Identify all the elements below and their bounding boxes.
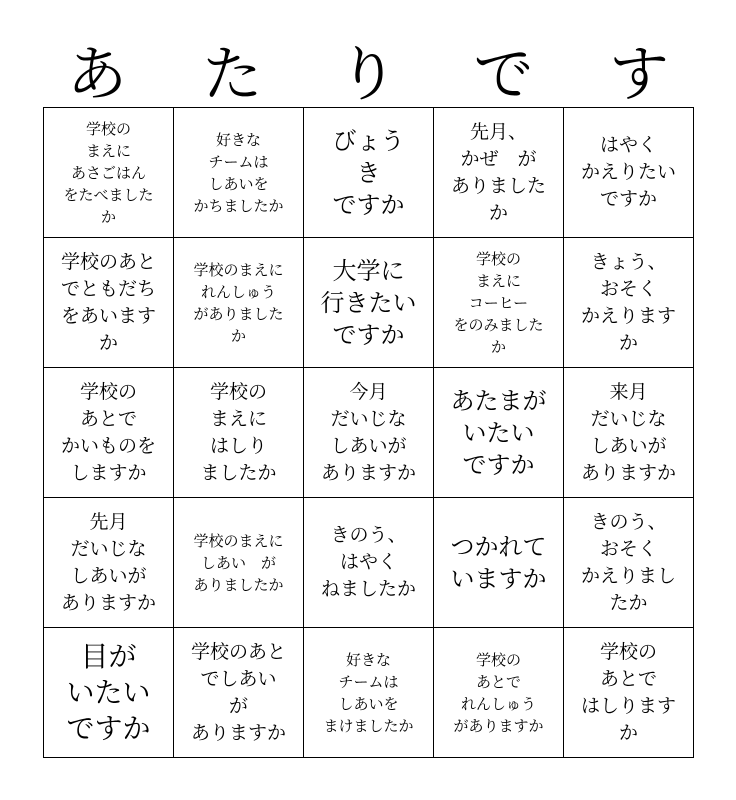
bingo-cell[interactable]: 大学に 行きたい ですか — [304, 238, 434, 368]
bingo-cell[interactable]: 学校の あとで はしります か — [564, 628, 694, 758]
bingo-cell[interactable]: 学校の まえに はしり ましたか — [174, 368, 304, 498]
bingo-cell[interactable]: きのう、 おそく かえりまし たか — [564, 498, 694, 628]
bingo-cell[interactable]: 学校の まえに あさごはん をたべました か — [44, 108, 174, 238]
title-letter-2: た — [202, 40, 263, 110]
bingo-cell[interactable]: きょう、 おそく かえります か — [564, 238, 694, 368]
bingo-cell[interactable]: あたまが いたい ですか — [434, 368, 564, 498]
bingo-cell[interactable]: 学校のあと でともだち をあいます か — [44, 238, 174, 368]
bingo-cell[interactable]: 学校の あとで かいものを しますか — [44, 368, 174, 498]
bingo-cell[interactable]: 先月 だいじな しあいが ありますか — [44, 498, 174, 628]
bingo-cell[interactable]: つかれて いますか — [434, 498, 564, 628]
title-letter-4: で — [473, 40, 534, 110]
bingo-cell[interactable]: 学校の あとで れんしゅう がありますか — [434, 628, 564, 758]
bingo-cell[interactable]: 今月 だいじな しあいが ありますか — [304, 368, 434, 498]
bingo-cell[interactable]: きのう、 はやく ねましたか — [304, 498, 434, 628]
bingo-grid — [43, 107, 694, 758]
bingo-cell[interactable]: 好きな チームは しあいを まけましたか — [304, 628, 434, 758]
bingo-cell[interactable]: 学校の まえに コーヒー をのみました か — [434, 238, 564, 368]
bingo-cell[interactable]: 先月、 かぜ が ありました か — [434, 108, 564, 238]
bingo-cell[interactable]: 来月 だいじな しあいが ありますか — [564, 368, 694, 498]
bingo-cell[interactable]: 好きな チームは しあいを かちましたか — [174, 108, 304, 238]
title-letter-3: り — [338, 40, 398, 110]
title-letter-1: あ — [67, 40, 127, 110]
bingo-cell[interactable]: 目が いたい ですか — [44, 628, 174, 758]
bingo-cell[interactable]: 学校のまえに れんしゅう がありました か — [174, 238, 304, 368]
bingo-cell[interactable]: はやく かえりたい ですか — [564, 108, 694, 238]
bingo-cell[interactable]: 学校のあと でしあい が ありますか — [174, 628, 304, 758]
bingo-cell[interactable]: びょう き ですか — [304, 108, 434, 238]
title-letter-5: す — [609, 40, 669, 110]
bingo-title — [43, 40, 693, 110]
bingo-cell[interactable]: 学校のまえに しあい が ありましたか — [174, 498, 304, 628]
